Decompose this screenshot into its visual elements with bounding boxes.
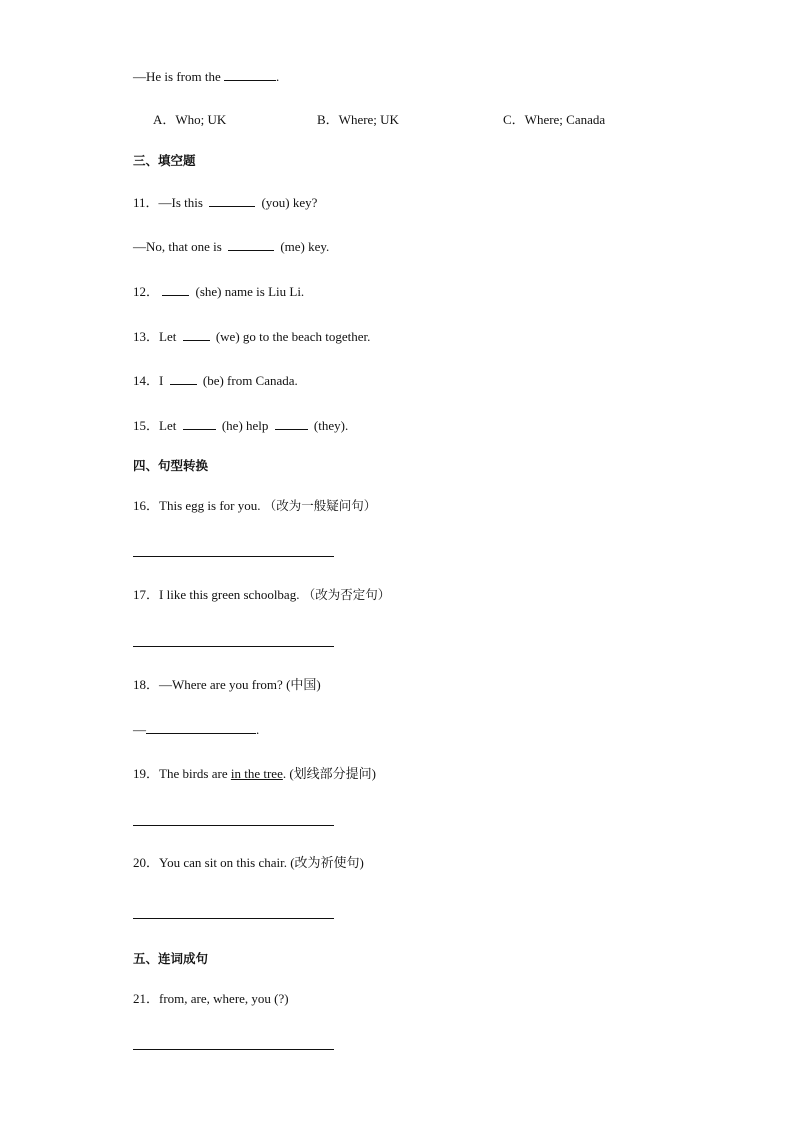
option-letter: A． xyxy=(153,112,176,127)
question-text: Let xyxy=(159,329,177,344)
fill-blank[interactable] xyxy=(209,194,255,207)
question-16 xyxy=(133,498,376,514)
fill-blank[interactable] xyxy=(162,283,189,296)
question-text: You can sit on this chair. (改为祈使句) xyxy=(159,855,364,870)
question-text: (me) key. xyxy=(280,239,330,254)
question-text: (we) go to the beach together. xyxy=(215,329,371,344)
question-13 xyxy=(133,328,370,345)
fill-blank[interactable] xyxy=(183,417,216,430)
question-21 xyxy=(133,991,289,1007)
question-number: 19． xyxy=(133,766,160,781)
answer-suffix: . xyxy=(275,69,280,84)
question-number: 20． xyxy=(133,855,160,870)
answer-line[interactable] xyxy=(133,918,334,919)
question-15 xyxy=(133,417,348,434)
answer-line[interactable] xyxy=(133,646,334,647)
question-number: 18． xyxy=(133,677,160,692)
question-text: (be) from Canada. xyxy=(202,373,298,388)
question-instruction: （改为一般疑问句） xyxy=(263,498,377,513)
option-text: Where; UK xyxy=(338,112,399,127)
question-18 xyxy=(133,677,321,693)
section-5-heading: 五、连词成句 xyxy=(133,951,209,966)
question-instruction: （改为否定句） xyxy=(302,587,391,602)
underlined-phrase: in the tree xyxy=(230,766,283,781)
question-11 xyxy=(133,194,317,211)
answer-line[interactable] xyxy=(133,1049,334,1050)
answer-line[interactable] xyxy=(133,556,334,557)
fill-blank[interactable] xyxy=(146,721,256,734)
question-text: —No, that one is xyxy=(133,239,222,254)
question-text: Let xyxy=(159,418,177,433)
answer-prefix: —He is from the xyxy=(133,69,221,84)
fill-blank[interactable] xyxy=(228,238,274,251)
question-text: (they). xyxy=(313,418,349,433)
question-text: The birds are xyxy=(159,766,231,781)
answer-line[interactable] xyxy=(133,825,334,826)
question-number: 17． xyxy=(133,587,160,602)
question-number: 11． xyxy=(133,195,159,210)
option-b[interactable] xyxy=(317,112,399,128)
answer-dash: — xyxy=(133,722,146,737)
question-text: —Where are you from? (中国) xyxy=(159,677,321,692)
question-number: 13． xyxy=(133,329,160,344)
fill-blank[interactable] xyxy=(170,372,197,385)
question-number: 14． xyxy=(133,373,160,388)
answer-suffix: . xyxy=(256,722,260,737)
question-text: . (划线部分提问) xyxy=(282,766,377,781)
answer-blank[interactable] xyxy=(224,68,276,81)
option-letter: B． xyxy=(317,112,339,127)
question-number: 16． xyxy=(133,498,160,513)
question-number: 12． xyxy=(133,284,160,299)
question-text: (he) help xyxy=(221,418,269,433)
question-18-answer xyxy=(133,721,259,738)
question-number: 21． xyxy=(133,991,160,1006)
option-text: Who; UK xyxy=(175,112,227,127)
fill-blank[interactable] xyxy=(183,328,210,341)
fill-blank[interactable] xyxy=(275,417,308,430)
option-letter: C． xyxy=(503,112,525,127)
question-14 xyxy=(133,372,298,389)
question-text: I like this green schoolbag. xyxy=(159,587,300,602)
option-text: Where; Canada xyxy=(524,112,606,127)
previous-question-answer-line xyxy=(133,68,279,85)
option-c[interactable] xyxy=(503,112,605,128)
section-4-heading: 四、句型转换 xyxy=(133,458,209,473)
question-text: —Is this xyxy=(158,195,203,210)
section-3-heading: 三、填空题 xyxy=(133,153,196,168)
question-19 xyxy=(133,766,376,782)
question-number: 15． xyxy=(133,418,160,433)
question-text: from, are, where, you (?) xyxy=(159,991,289,1006)
question-text: (you) key? xyxy=(261,195,318,210)
question-text: This egg is for you. xyxy=(159,498,261,513)
question-text: (she) name is Liu Li. xyxy=(195,284,305,299)
question-11-reply xyxy=(133,238,329,255)
question-text: I xyxy=(159,373,164,388)
option-a[interactable] xyxy=(153,112,226,128)
question-20 xyxy=(133,855,364,871)
question-12 xyxy=(133,283,304,300)
question-17 xyxy=(133,587,390,603)
